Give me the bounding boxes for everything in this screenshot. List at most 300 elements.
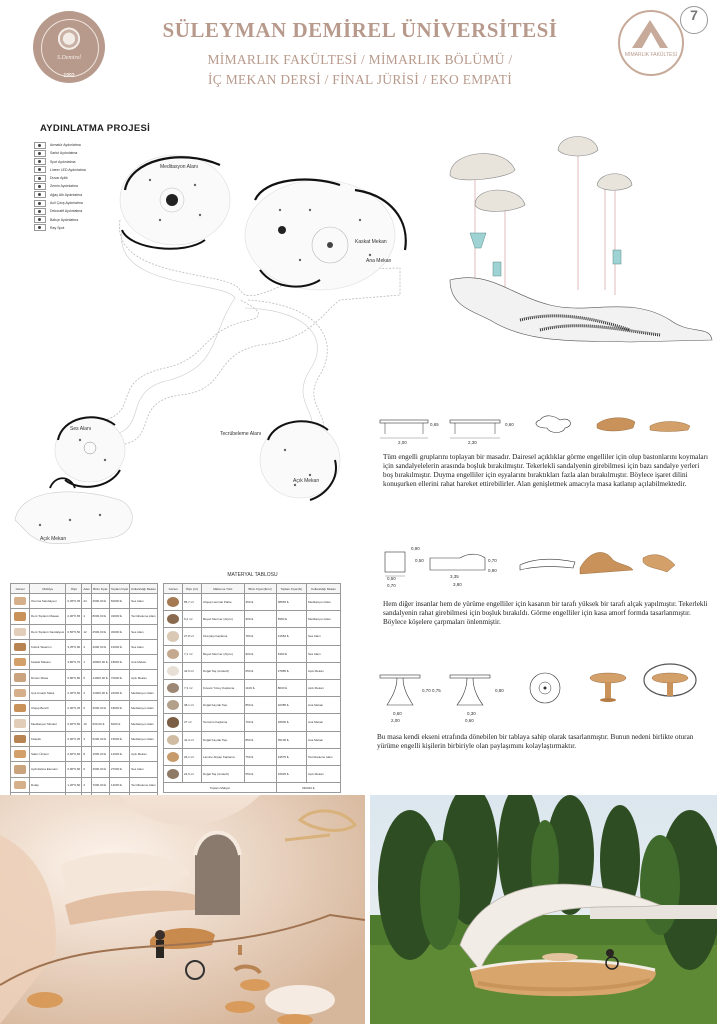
legend-symbol-icon: [34, 224, 46, 231]
material-swatch-icon: [167, 666, 179, 676]
table-cell: 4: [82, 609, 91, 624]
table-cell: 5580 ₺: [276, 611, 306, 628]
thumbnail-cell: [164, 594, 183, 611]
table-cell: 7000,00 ₺: [91, 777, 109, 792]
table-cell: 900 ₺: [244, 611, 276, 628]
table-row: [164, 765, 341, 782]
table-cell: Ana Mekan: [307, 714, 341, 731]
table-cell: 780 ₺: [244, 628, 276, 645]
table-cell: 18900 ₺: [276, 714, 306, 731]
legend-item: [34, 208, 114, 214]
table-row: [11, 685, 158, 700]
material-swatch-icon: [167, 769, 179, 779]
table-cell: 12: [82, 624, 91, 639]
legend-symbol-icon: [34, 216, 46, 223]
table-cell: Meditasyon Alanı: [130, 701, 158, 716]
material-swatch-icon: [14, 689, 26, 697]
table-cell: 600,00 ₺: [91, 716, 109, 731]
svg-text:0,70: 0,70: [422, 688, 431, 693]
thumbnail-cell: [11, 594, 30, 609]
svg-text:0,60: 0,60: [505, 422, 514, 427]
table-cell: Tecrübeleme Alanı: [307, 748, 341, 765]
table-total-label: Toplam Maliyet: [164, 783, 277, 793]
table-cell: 18000,00 ₺: [91, 655, 109, 670]
table-header: Görsel: [164, 584, 183, 594]
furniture-2-description: Hem diğer insanlar hem de yürüme engelliler için kasanın bir tarafı yüksek bir tarafı alçak yapılmıştır. Tekerlekli sandalyenin rahat girebilmesi için boşluk bırakıldı. Görme engelliler için kasa amorf formda tasarlanmıştır. Böylece köşelere çarpmaları önlenmiştir.: [383, 600, 708, 626]
thumbnail-cell: [11, 777, 30, 792]
table-cell: 6390 ₺: [276, 645, 306, 662]
thumbnail-cell: [164, 611, 183, 628]
furniture-3-drawings: [375, 660, 715, 730]
legend-label: Ağaç Altı Aydınlatma: [50, 192, 83, 197]
table-cell: Meditasyon Alanı: [307, 611, 341, 628]
table-cell: 8000,00 ₺: [91, 609, 109, 624]
furniture-1-description: Tüm engelli gruplarını toplayan bir masadır. Dairesel açıklıklar görme engelliler için olup bastonlarını koymaları için sandalyelelerin arasında boşluk bırakılmıştır. Tekerlekli sandalyenin girebilmesi için bazı sandalye yerleri boş bırakılmıştır. Duyma engelliler için eşyalarını bıraktıkları fazla alan bırakılmıştır. Böylece işaret dilini konuşurken ellerini rahat hareket ettirebilirler. Alan genişletmek amacıyla masa katlanıp açılabilmektedir.: [383, 453, 708, 488]
table-cell: 6: [82, 762, 91, 777]
table-header: Ölçü (m²): [183, 584, 202, 594]
table-cell: Doğal Kayrak Taşı: [202, 697, 245, 714]
table-cell: 5: [82, 670, 91, 685]
legend-symbol-icon: [34, 166, 46, 173]
material-cost-table: [163, 583, 341, 793]
svg-text:0,60: 0,60: [393, 711, 402, 716]
label-acik-right: Açık Mekan: [293, 478, 320, 484]
table-cell: Kitaplık: [30, 731, 66, 746]
legend-symbol-icon: [34, 158, 46, 165]
table-row: [11, 762, 158, 777]
table-cell: Terrazzo Kaplama: [202, 714, 245, 731]
table-header: Malzeme Türü: [202, 584, 245, 594]
table-cell: 650 ₺: [244, 662, 276, 679]
table-row: [11, 594, 158, 609]
table-cell: 30000 ₺: [109, 624, 129, 639]
thumbnail-cell: [11, 701, 30, 716]
legend-symbol-icon: [34, 150, 46, 157]
material-swatch-icon: [167, 752, 179, 762]
table-row: [11, 670, 158, 685]
table-row: [11, 624, 158, 639]
furniture-3-description: Bu masa kendi ekseni etrafında dönebilen bir tablaya sahip olarak tasarlanmıştır. Bunun nedeni birlikte oturan yürüme engelli kişilerin birbiriyle olan paylaşımını kolaylaştırmaktır.: [377, 733, 694, 750]
svg-text:0,50: 0,50: [415, 558, 424, 563]
label-kaskat: Kaskat Mekan: [355, 239, 387, 245]
open-space-left: [15, 492, 132, 544]
table-cell: 5200,00 ₺: [91, 731, 109, 746]
label-acik-left: Açık Mekan: [40, 536, 67, 542]
legend-item: [34, 159, 114, 165]
table-cell: 2,00*0,65: [66, 609, 82, 624]
material-swatch-icon: [14, 597, 26, 605]
table-cell: 7,1 m²: [183, 645, 202, 662]
svg-text:0,75: 0,75: [432, 688, 441, 693]
table-cell: Doğal Taş (Andezit): [202, 662, 245, 679]
table-header: Adet: [82, 584, 91, 594]
thumbnail-cell: [164, 714, 183, 731]
table-cell: 1: [82, 655, 91, 670]
table-cell: Ses Alanı: [307, 645, 341, 662]
table-cell: Meditasyon Minderi: [30, 716, 66, 731]
table-cell: 15925 ₺: [276, 765, 306, 782]
svg-text:3,80: 3,80: [453, 582, 462, 587]
table-cell: Ana Mekan: [307, 731, 341, 748]
table-row: [11, 655, 158, 670]
table-cell: 24000 ₺: [109, 685, 129, 700]
table-header: Mobilya: [30, 584, 66, 594]
table-cell: 27885 ₺: [276, 662, 306, 679]
table-header: Görsel: [11, 584, 30, 594]
legend-label: Dekoratif Aydınlatma: [50, 209, 83, 214]
material-swatch-icon: [14, 704, 26, 712]
table-header: Kullanıldığı Mekan: [130, 584, 158, 594]
table-cell: 2: [82, 685, 91, 700]
table-cell: Ders Toplantı Masası: [30, 609, 66, 624]
legend-item: [34, 175, 114, 181]
table-cell: 8: [82, 746, 91, 761]
legend-item: [34, 225, 114, 231]
legend-item: [34, 192, 114, 198]
table-row: [164, 628, 341, 645]
table-cell: 38565 ₺: [276, 594, 306, 611]
table-cell: 4500,00 ₺: [91, 762, 109, 777]
table-row: [164, 662, 341, 679]
table-cell: 27000 ₺: [109, 762, 129, 777]
table-header: Birim Fiyat (₺/m²): [244, 584, 276, 594]
table-cell: Açık Mekan: [307, 662, 341, 679]
legend-item: [34, 183, 114, 189]
table-cell: Ses Alanı: [307, 628, 341, 645]
thumbnail-cell: [164, 731, 183, 748]
material-swatch-icon: [167, 717, 179, 727]
thumbnail-cell: [164, 662, 183, 679]
section-title: AYDINLATMA PROJESİ: [40, 123, 151, 134]
table-cell: 0,45*0,45: [66, 594, 82, 609]
svg-text:0,80: 0,80: [495, 688, 504, 693]
table-row: [11, 701, 158, 716]
page-title: SÜLEYMAN DEMİREL ÜNİVERSİTESİ: [162, 18, 558, 42]
table-cell: Beyaz Mermer (Afyon): [202, 611, 245, 628]
thumbnail-cell: [164, 628, 183, 645]
table-cell: Kireçtaşı Kaplama: [202, 628, 245, 645]
table-cell: 2: [82, 777, 91, 792]
table-cell: 2,00*0,45: [66, 701, 82, 716]
thumbnail-cell: [11, 762, 30, 777]
table-cell: 38,1 m²: [183, 697, 202, 714]
table-cell: Beyaz Mermer (Afyon): [202, 645, 245, 662]
thumbnail-cell: [11, 624, 30, 639]
table-cell: Ahşap Bench: [30, 701, 66, 716]
table-cell: 6: [82, 701, 91, 716]
table-header: Ölçü: [66, 584, 82, 594]
table-cell: 16000 ₺: [109, 639, 129, 654]
table-cell: 1500,00 ₺: [91, 746, 109, 761]
table-cell: Ses Alanı: [130, 639, 158, 654]
legend-symbol-icon: [34, 175, 46, 182]
table-cell: 35105 ₺: [276, 731, 306, 748]
table-cell: 15600 ₺: [109, 731, 129, 746]
table-cell: 4000,00 ₺: [91, 639, 109, 654]
table-row: [164, 679, 341, 696]
table-cell: Tecrübeleme Alanı: [130, 777, 158, 792]
table-cell: 19575 ₺: [276, 748, 306, 765]
table-cell: 6000 ₺: [109, 716, 129, 731]
legend-label: Duvar Aplik: [50, 176, 68, 181]
table-cell: Meditasyon Alanı: [130, 716, 158, 731]
thumbnail-cell: [11, 731, 30, 746]
legend-item: [34, 200, 114, 206]
table-cell: 10: [82, 716, 91, 731]
table-cell: 7,3 m²: [183, 679, 202, 696]
table-cell: 21684 ₺: [276, 628, 306, 645]
table-cell: 27,8 m²: [183, 628, 202, 645]
table-cell: 0,60*0,60: [66, 746, 82, 761]
material-swatch-icon: [14, 781, 26, 789]
table-cell: Lamine Ahşap Kaplama: [202, 748, 245, 765]
faculty-logo-text: MİMARLIK FAKÜLTESİ: [624, 52, 678, 58]
table-row: [11, 777, 158, 792]
material-table-caption: MATERYAL TABLOSU: [227, 572, 278, 578]
page-number: 7: [680, 6, 708, 34]
table-row: [164, 645, 341, 662]
svg-text:0,70: 0,70: [387, 583, 396, 588]
table-cell: Çok Amaçlı Masa: [30, 685, 66, 700]
table-cell: 450 ₺: [244, 594, 276, 611]
table-cell: Kaskat Masası: [30, 655, 66, 670]
table-cell: 27 m²: [183, 714, 202, 731]
table-cell: 0,80*0,80: [66, 670, 82, 685]
table-cell: Açık Mekan: [130, 746, 158, 761]
table-row: [11, 746, 158, 761]
thumbnail-cell: [11, 685, 30, 700]
table-cell: 24: [82, 594, 91, 609]
legend-label: Acil Çıkış Aydınlatma: [50, 201, 83, 206]
table-cell: Ahşap Laminat Parke: [202, 594, 245, 611]
svg-text:0,65: 0,65: [430, 422, 439, 427]
table-cell: Saksı Ünitesi: [30, 746, 66, 761]
thumbnail-cell: [11, 609, 30, 624]
legend-label: Sarkıt Aydınlatma: [50, 151, 78, 156]
table-cell: Ders Toplantı Sandalyesi: [30, 624, 66, 639]
table-cell: 2500,00 ₺: [91, 624, 109, 639]
table-cell: Oturma Sandalyesi: [30, 594, 66, 609]
exterior-render: [370, 795, 717, 1024]
table-cell: Aydınlatma Elemanı: [30, 762, 66, 777]
material-swatch-icon: [14, 658, 26, 666]
legend-symbol-icon: [34, 142, 46, 149]
material-swatch-icon: [14, 612, 26, 620]
furniture-cost-table: [10, 583, 158, 818]
material-swatch-icon: [167, 735, 179, 745]
material-swatch-icon: [14, 719, 26, 727]
table-cell: 85,7 m²: [183, 594, 202, 611]
table-cell: 3,80*0,70: [66, 655, 82, 670]
table-cell: 12000 ₺: [109, 746, 129, 761]
thumbnail-cell: [164, 645, 183, 662]
table-header: Birim Fiyat: [91, 584, 109, 594]
table-cell: 0,90*0,90: [66, 762, 82, 777]
table-cell: 1100 ₺: [244, 679, 276, 696]
thumbnail-cell: [11, 716, 30, 731]
table-row: [11, 609, 158, 624]
table-cell: Açık Mekan: [130, 670, 158, 685]
furniture-1-drawings: [375, 410, 715, 452]
logo-signature: S.Demirel: [57, 55, 81, 61]
table-cell: 2,30*0,60: [66, 685, 82, 700]
svg-text:0,70: 0,70: [488, 558, 497, 563]
table-cell: 3: [82, 731, 91, 746]
table-cell: 70000 ₺: [109, 670, 129, 685]
legend-symbol-icon: [34, 208, 46, 215]
material-swatch-icon: [167, 683, 179, 693]
legend-label: Ray Spot: [50, 225, 65, 230]
lighting-legend: [34, 142, 114, 233]
planters: [470, 233, 621, 276]
table-cell: Meditasyon Alanı: [307, 594, 341, 611]
svg-text:0,60: 0,60: [465, 718, 474, 723]
table-cell: 14000 ₺: [109, 777, 129, 792]
legend-item: [34, 217, 114, 223]
logo-year: 1992: [63, 73, 75, 79]
table-row: [164, 731, 341, 748]
table-header: Kullanıldığı Mekan: [307, 584, 341, 594]
material-swatch-icon: [14, 750, 26, 758]
table-cell: Doğal Taş (Andezit): [202, 765, 245, 782]
table-cell: 0,60*0,60: [66, 716, 82, 731]
table-cell: 41,3 m²: [183, 731, 202, 748]
table-row: [164, 611, 341, 628]
university-logo: [33, 11, 105, 83]
table-cell: 14000,00 ₺: [91, 670, 109, 685]
table-cell: 32000 ₺: [109, 609, 129, 624]
table-cell: Ses Alanı: [130, 762, 158, 777]
table-cell: Meditasyon Alanı: [130, 685, 158, 700]
svg-text:0,30: 0,30: [467, 711, 476, 716]
table-cell: 3000,00 ₺: [91, 701, 109, 716]
base-platform: [450, 278, 712, 342]
faculty-logo: [618, 10, 684, 76]
table-cell: Ana Mekan: [307, 697, 341, 714]
material-swatch-icon: [14, 765, 26, 773]
table-cell: Tecrübeleme Alanı: [130, 609, 158, 624]
table-cell: Doğal Kayrak Taşı: [202, 731, 245, 748]
main-area: [245, 180, 395, 290]
table-cell: Dönen Masa: [30, 670, 66, 685]
subtitle-line-2: İÇ MEKAN DERSİ / FİNAL JÜRİSİ / EKO EMPATİ: [207, 72, 513, 87]
material-swatch-icon: [14, 628, 26, 636]
table-cell: Ses Alanı: [130, 594, 158, 609]
table-cell: 850 ₺: [244, 731, 276, 748]
thumbnail-cell: [11, 639, 30, 654]
table-cell: 18000 ₺: [109, 701, 129, 716]
thumbnail-cell: [11, 670, 30, 685]
material-swatch-icon: [167, 597, 179, 607]
material-swatch-icon: [14, 673, 26, 681]
label-tecrubeleme: Tecrübeleme Alanı: [220, 431, 262, 437]
table-cell: Meditasyon Alanı: [130, 731, 158, 746]
legend-label: Lineer LED Aydınlatma: [50, 167, 86, 172]
legend-item: [34, 167, 114, 173]
svg-text:0,90: 0,90: [488, 568, 497, 573]
material-swatch-icon: [167, 649, 179, 659]
svg-text:0,90: 0,90: [411, 546, 420, 551]
table-cell: 750 ₺: [244, 748, 276, 765]
thumbnail-cell: [11, 746, 30, 761]
rose-icon: [55, 27, 83, 53]
thumbnail-cell: [164, 748, 183, 765]
table-cell: 42,9 m²: [183, 662, 202, 679]
table-row: [11, 731, 158, 746]
legend-symbol-icon: [34, 191, 46, 198]
table-row: [164, 594, 341, 611]
thumbnail-cell: [164, 679, 183, 696]
legend-label: Spot Aydınlatma: [50, 159, 76, 164]
table-row: [164, 748, 341, 765]
table-cell: 850 ₺: [244, 697, 276, 714]
label-ana: Ana Mekan: [366, 258, 392, 264]
table-cell: Koltuk Tasarımı: [30, 639, 66, 654]
table-cell: Açık Mekan: [307, 765, 341, 782]
table-cell: Ana Mekan: [130, 655, 158, 670]
table-cell: 32385 ₺: [276, 697, 306, 714]
table-row: [164, 697, 341, 714]
furniture-2-drawings: [375, 540, 715, 590]
thumbnail-cell: [11, 655, 30, 670]
svg-text:2,30: 2,30: [468, 440, 477, 445]
table-cell: 2500,00 ₺: [91, 594, 109, 609]
label-ses: Ses Alanı: [70, 426, 92, 432]
legend-item: [34, 150, 114, 156]
table-row: [11, 716, 158, 731]
legend-symbol-icon: [34, 183, 46, 190]
material-swatch-icon: [167, 700, 179, 710]
svg-text:2,00: 2,00: [398, 440, 407, 445]
material-swatch-icon: [14, 643, 26, 651]
table-cell: 3,35*0,90: [66, 639, 82, 654]
table-cell: 26,1 m²: [183, 748, 202, 765]
table-cell: 0,50*0,50: [66, 624, 82, 639]
table-cell: 900 ₺: [244, 645, 276, 662]
label-meditation: Meditasyon Alanı: [160, 164, 199, 170]
table-cell: 8030 ₺: [276, 679, 306, 696]
shell-canopies: [450, 137, 632, 212]
table-cell: 12000,00 ₺: [91, 685, 109, 700]
table-header: Toplam Fiyat: [109, 584, 129, 594]
table-cell: 6,2 m²: [183, 611, 202, 628]
legend-label: Zemin Aydınlatma: [50, 184, 78, 189]
table-cell: 2,00*0,35: [66, 731, 82, 746]
legend-item: [34, 142, 114, 148]
table-cell: 1,20*0,60: [66, 777, 82, 792]
table-cell: 650 ₺: [244, 765, 276, 782]
table-cell: 18000 ₺: [109, 655, 129, 670]
table-total-value: 230024 ₺: [276, 783, 340, 793]
table-cell: 24,5 m²: [183, 765, 202, 782]
svg-text:2,00: 2,00: [391, 718, 400, 723]
interior-render: [0, 795, 365, 1024]
table-row: [11, 639, 158, 654]
material-swatch-icon: [14, 735, 26, 743]
table-header: Toplam Fiyat (₺): [276, 584, 306, 594]
svg-text:0,50: 0,50: [387, 576, 396, 581]
legend-symbol-icon: [34, 200, 46, 207]
exploded-axonometric: [430, 130, 715, 360]
table-cell: 700 ₺: [244, 714, 276, 731]
table-cell: Kuvars Yüzey Kaplama: [202, 679, 245, 696]
table-cell: 60000 ₺: [109, 594, 129, 609]
svg-text:3,35: 3,35: [450, 574, 459, 579]
table-cell: 4: [82, 639, 91, 654]
subtitle-line-1: MİMARLIK FAKÜLTESİ / MİMARLIK BÖLÜMÜ /: [207, 52, 513, 67]
table-cell: Ses Alanı: [130, 624, 158, 639]
thumbnail-cell: [164, 697, 183, 714]
